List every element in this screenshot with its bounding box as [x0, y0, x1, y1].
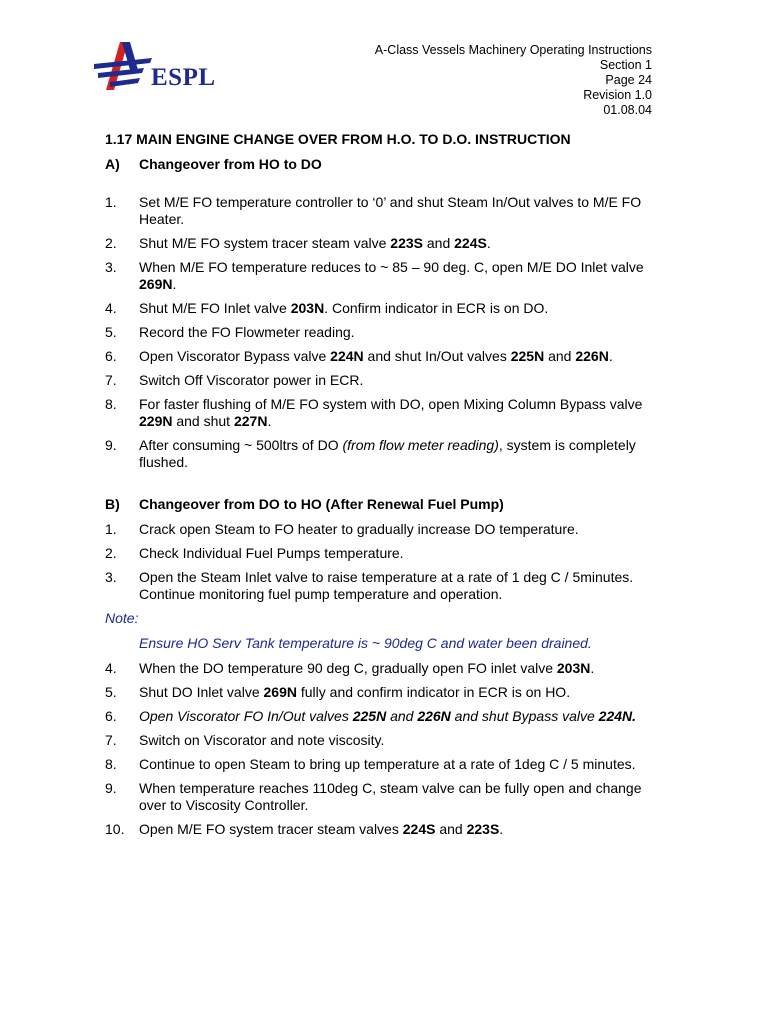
- step-text-part: When the DO temperature 90 deg C, gradually open FO inlet valve: [139, 660, 557, 676]
- step-number: 3.: [105, 569, 117, 585]
- step-text-part: .: [499, 821, 504, 837]
- list-item: [105, 396, 650, 430]
- step-text: [139, 684, 650, 701]
- step-text: [139, 780, 650, 814]
- document-body: [105, 131, 650, 845]
- step-text: [139, 660, 650, 677]
- step-text: [139, 821, 650, 838]
- valve-id: 224S: [454, 235, 487, 251]
- step-text: [139, 569, 650, 603]
- valve-id: 223S: [390, 235, 423, 251]
- part-b-steps-second: [105, 660, 650, 838]
- step-number: 2.: [105, 235, 117, 251]
- step-text-part: fully and confirm indicator in ECR is on HO.: [296, 684, 571, 700]
- step-number: 8.: [105, 396, 117, 412]
- valve-id: 227N: [233, 413, 268, 429]
- step-text-part: Open Viscorator Bypass valve: [139, 348, 331, 364]
- valve-id: 223S: [466, 821, 500, 837]
- step-text-part: Set M/E FO temperature controller to ‘0’ and shut Steam In/Out valves to M/E FO Heater.: [139, 194, 642, 227]
- step-text-part: After consuming ~ 500ltrs of DO: [139, 437, 343, 453]
- list-item: [105, 259, 650, 293]
- step-text-part: When M/E FO temperature reduces to ~ 85 – 90 deg. C, open M/E DO Inlet valve: [139, 259, 644, 275]
- header-page: Page 24: [605, 73, 652, 87]
- note-label: Note:: [105, 610, 139, 626]
- step-number: 6.: [105, 708, 117, 724]
- valve-id: 225N: [510, 348, 545, 364]
- step-text: [139, 437, 650, 471]
- step-number: 10.: [105, 821, 125, 837]
- step-number: 7.: [105, 732, 117, 748]
- valve-id: 269N: [263, 684, 297, 700]
- valve-id: 203N: [290, 300, 325, 316]
- header-revision: Revision 1.0: [583, 88, 652, 102]
- step-text-part: Record the FO Flowmeter reading.: [139, 324, 355, 340]
- step-text-part: . Confirm indicator in ECR is on DO.: [324, 300, 549, 316]
- step-text-part: .: [590, 660, 595, 676]
- valve-id: 269N: [139, 276, 173, 292]
- list-item: [105, 235, 650, 252]
- step-number: 4.: [105, 300, 117, 316]
- list-item: [105, 780, 650, 814]
- list-item: [105, 437, 650, 471]
- step-number: 9.: [105, 437, 117, 453]
- document-header: [375, 43, 652, 118]
- step-text: [139, 324, 650, 341]
- step-text: [139, 708, 650, 725]
- valve-id: 203N: [556, 660, 591, 676]
- step-text-part: and shut: [172, 413, 234, 429]
- step-text: [139, 348, 650, 365]
- step-text-part: and shut Bypass valve: [450, 708, 599, 724]
- valve-id: 226N: [575, 348, 609, 364]
- valve-id: 224N: [330, 348, 364, 364]
- list-item: [105, 708, 650, 725]
- step-number: 6.: [105, 348, 117, 364]
- step-text-part: Crack open Steam to FO heater to gradually increase DO temperature.: [139, 521, 579, 537]
- list-item: [105, 821, 650, 838]
- step-text-part: and: [386, 708, 418, 724]
- step-number: 2.: [105, 545, 117, 561]
- step-number: 4.: [105, 660, 117, 676]
- step-text-part: Shut DO Inlet valve: [139, 684, 264, 700]
- list-item: [105, 684, 650, 701]
- note-text: Ensure HO Serv Tank temperature is ~ 90deg C and water been drained.: [139, 635, 592, 651]
- step-text-part: Switch Off Viscorator power in ECR.: [139, 372, 364, 388]
- list-item: [105, 545, 650, 562]
- step-text-part: Continue to open Steam to bring up temperature at a rate of 1deg C / 5 minutes.: [139, 756, 636, 772]
- logo-wordmark: ESPL: [151, 64, 216, 91]
- step-text-part: Shut M/E FO system tracer steam valve: [139, 235, 391, 251]
- step-text: [139, 396, 650, 430]
- step-text-part: When temperature reaches 110deg C, steam valve can be fully open and change over to Viscosity Controller.: [139, 780, 642, 813]
- step-text-part: and: [544, 348, 576, 364]
- step-text: [139, 235, 650, 252]
- step-text-part: .: [486, 235, 491, 251]
- list-item: [105, 660, 650, 677]
- step-number: 9.: [105, 780, 117, 796]
- step-text: [139, 300, 650, 317]
- valve-id: 225N: [352, 708, 387, 724]
- step-number: 5.: [105, 684, 117, 700]
- valve-id: 226N: [417, 708, 451, 724]
- part-b-title: Changeover from DO to HO (After Renewal Fuel Pump): [139, 496, 504, 512]
- step-number: 8.: [105, 756, 117, 772]
- valve-id: 224N.: [598, 708, 637, 724]
- step-text-part: Check Individual Fuel Pumps temperature.: [139, 545, 404, 561]
- step-text-part: Shut M/E FO Inlet valve: [139, 300, 291, 316]
- list-item: [105, 569, 650, 603]
- list-item: [105, 372, 650, 389]
- step-text-part: .: [608, 348, 613, 364]
- step-number: 7.: [105, 372, 117, 388]
- part-a-title: Changeover from HO to DO: [139, 156, 322, 172]
- step-text-part: Open the Steam Inlet valve to raise temperature at a rate of 1 deg C / 5minutes. Continue monitoring fuel pump temperature and operation.: [139, 569, 634, 602]
- list-item: [105, 300, 650, 317]
- valve-id: 229N: [139, 413, 173, 429]
- step-text-part: Switch on Viscorator and note viscosity.: [139, 732, 385, 748]
- list-item: [105, 194, 650, 228]
- step-number: 1.: [105, 521, 117, 537]
- step-text-part: .: [267, 413, 272, 429]
- list-item: [105, 348, 650, 365]
- valve-id: 224S: [402, 821, 436, 837]
- step-text-part: and: [435, 821, 467, 837]
- step-number: 1.: [105, 194, 117, 210]
- header-doc-title: A-Class Vessels Machinery Operating Instructions: [374, 43, 652, 57]
- list-item: [105, 756, 650, 773]
- part-a-label: A): [105, 156, 120, 172]
- step-text-part: Open M/E FO system tracer steam valves: [139, 821, 403, 837]
- step-text-part: For faster flushing of M/E FO system with DO, open Mixing Column Bypass valve: [139, 396, 643, 412]
- step-text: [139, 194, 650, 228]
- step-text: [139, 545, 650, 562]
- step-text: [139, 521, 650, 538]
- part-b-steps-first: [105, 521, 650, 603]
- step-text-part: and shut In/Out valves: [363, 348, 511, 364]
- part-b-heading: [105, 496, 650, 512]
- step-text: [139, 259, 650, 293]
- part-a-heading: [105, 156, 650, 172]
- step-text: [139, 756, 650, 773]
- step-number: 3.: [105, 259, 117, 275]
- step-text-part: and: [423, 235, 455, 251]
- step-text: [139, 732, 650, 749]
- step-text: [139, 372, 650, 389]
- list-item: [105, 521, 650, 538]
- step-text-part: , system is completely flushed.: [139, 437, 636, 470]
- part-a-steps: [105, 194, 650, 471]
- step-text-part: (from flow meter reading): [342, 437, 499, 453]
- part-b-label: B): [105, 496, 120, 512]
- header-date: 01.08.04: [603, 103, 652, 117]
- header-section: Section 1: [599, 58, 652, 72]
- step-text-part: Open Viscorator FO In/Out valves: [139, 708, 353, 724]
- list-item: [105, 732, 650, 749]
- step-number: 5.: [105, 324, 117, 340]
- list-item: [105, 324, 650, 341]
- step-text-part: .: [172, 276, 177, 292]
- section-title: 1.17 MAIN ENGINE CHANGE OVER FROM H.O. TO D.O. INSTRUCTION: [105, 131, 571, 147]
